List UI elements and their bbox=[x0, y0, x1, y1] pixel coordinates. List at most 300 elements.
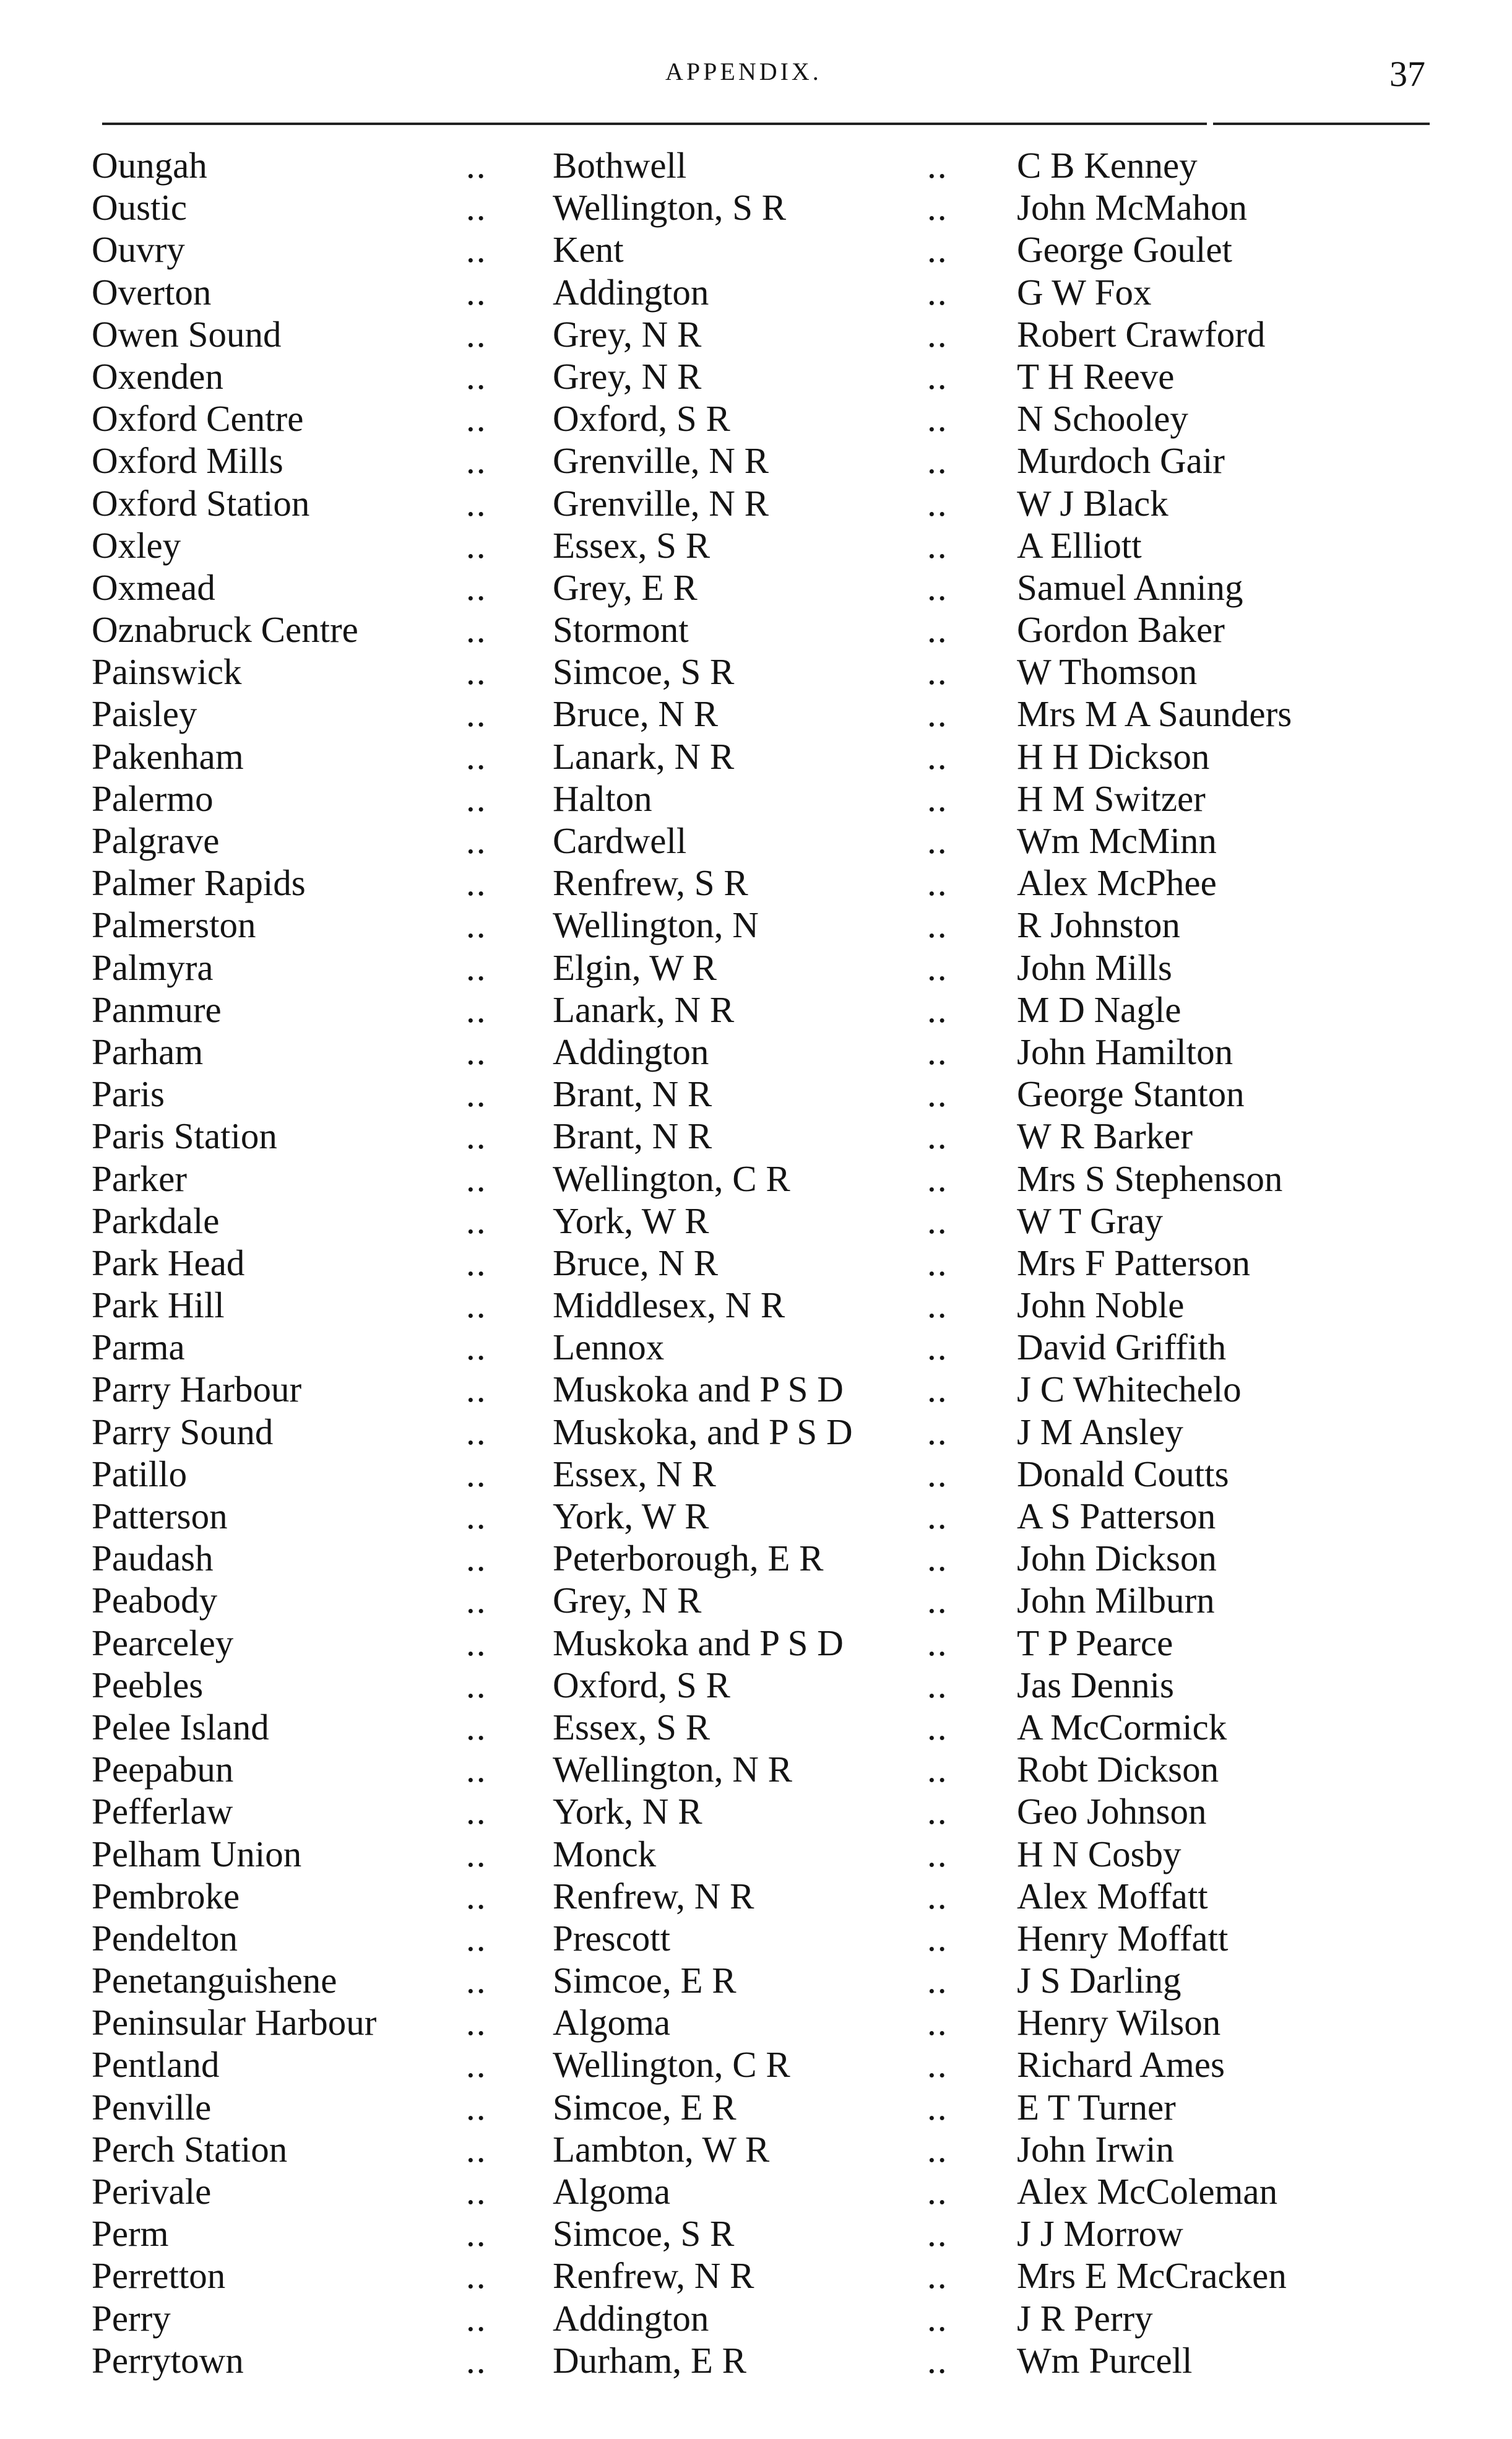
list-item bbox=[0, 2001, 1512, 2043]
list-item bbox=[0, 1453, 1512, 1495]
leader-dots: .. bbox=[466, 1284, 487, 1326]
leader-dots: .. bbox=[466, 1538, 487, 1579]
leader-dots: .. bbox=[466, 1833, 487, 1874]
leader-dots: .. bbox=[466, 1242, 487, 1283]
leader-dots: .. bbox=[927, 1917, 948, 1959]
place-name: Parry Harbour bbox=[92, 1369, 302, 1410]
electoral-district: Bruce, N R bbox=[553, 1242, 719, 1283]
electoral-district: Grey, E R bbox=[553, 566, 698, 608]
place-name: Parker bbox=[92, 1158, 187, 1199]
place-name: Overton bbox=[92, 271, 212, 313]
postmaster-name: R Johnston bbox=[1017, 904, 1180, 946]
leader-dots: .. bbox=[927, 989, 948, 1030]
page-header bbox=[0, 0, 1512, 124]
place-name: Pembroke bbox=[92, 1875, 240, 1917]
leader-dots: .. bbox=[466, 2255, 487, 2297]
postmaster-name: George Stanton bbox=[1017, 1073, 1245, 1115]
electoral-district: York, W R bbox=[553, 1496, 709, 1536]
postmaster-name: Robt Dickson bbox=[1017, 1749, 1219, 1790]
list-item bbox=[0, 651, 1512, 693]
leader-dots: .. bbox=[466, 1706, 487, 1748]
leader-dots: .. bbox=[927, 1073, 948, 1115]
place-name: Owen Sound bbox=[92, 313, 282, 355]
place-name: Panmure bbox=[92, 989, 222, 1030]
leader-dots: .. bbox=[466, 651, 487, 693]
place-name: Pakenham bbox=[92, 735, 244, 777]
list-item bbox=[0, 1833, 1512, 1875]
leader-dots: .. bbox=[927, 1749, 948, 1790]
place-name: Perry bbox=[92, 2297, 171, 2339]
postmaster-name: John Noble bbox=[1017, 1284, 1185, 1326]
leader-dots: .. bbox=[927, 820, 948, 861]
leader-dots: .. bbox=[466, 1960, 487, 2001]
place-name: Patterson bbox=[92, 1496, 228, 1536]
leader-dots: .. bbox=[466, 693, 487, 735]
leader-dots: .. bbox=[927, 1622, 948, 1663]
postmaster-name: Jas Dennis bbox=[1017, 1664, 1175, 1705]
leader-dots: .. bbox=[466, 2044, 487, 2086]
header-rule-gap bbox=[1207, 121, 1213, 127]
electoral-district: Cardwell bbox=[553, 820, 687, 861]
electoral-district: Addington bbox=[553, 271, 709, 313]
list-item bbox=[0, 313, 1512, 355]
electoral-district: Peterborough, E R bbox=[553, 1538, 824, 1579]
list-item bbox=[0, 820, 1512, 862]
leader-dots: .. bbox=[466, 1791, 487, 1832]
leader-dots: .. bbox=[466, 1496, 487, 1536]
postmaster-name: John Irwin bbox=[1017, 2128, 1175, 2170]
leader-dots: .. bbox=[466, 1200, 487, 1241]
leader-dots: .. bbox=[927, 2044, 948, 2086]
list-item bbox=[0, 1790, 1512, 1832]
place-name: Parham bbox=[92, 1031, 204, 1072]
place-name: Pelham Union bbox=[92, 1833, 302, 1874]
place-name: Palmerston bbox=[92, 904, 256, 946]
leader-dots: .. bbox=[927, 1496, 948, 1536]
postmaster-name: M D Nagle bbox=[1017, 989, 1182, 1030]
leader-dots: .. bbox=[927, 2002, 948, 2043]
list-item bbox=[0, 1495, 1512, 1537]
list-item bbox=[0, 1073, 1512, 1115]
leader-dots: .. bbox=[927, 609, 948, 651]
leader-dots: .. bbox=[466, 145, 487, 186]
leader-dots: .. bbox=[466, 313, 487, 355]
electoral-district: Lanark, N R bbox=[553, 735, 735, 777]
electoral-district: Prescott bbox=[553, 1917, 671, 1959]
leader-dots: .. bbox=[927, 2086, 948, 2128]
leader-dots: .. bbox=[466, 2002, 487, 2043]
postmaster-name: J M Ansley bbox=[1017, 1411, 1183, 1452]
electoral-district: Grenville, N R bbox=[553, 482, 769, 524]
leader-dots: .. bbox=[927, 904, 948, 946]
list-item bbox=[0, 2170, 1512, 2212]
leader-dots: .. bbox=[466, 1664, 487, 1705]
leader-dots: .. bbox=[927, 1538, 948, 1579]
header-rule bbox=[102, 123, 1430, 125]
leader-dots: .. bbox=[466, 989, 487, 1030]
electoral-district: Essex, S R bbox=[553, 524, 711, 566]
place-name: Palmyra bbox=[92, 947, 214, 988]
electoral-district: Wellington, C R bbox=[553, 1158, 790, 1199]
place-name: Park Hill bbox=[92, 1284, 225, 1326]
place-name: Perm bbox=[92, 2213, 169, 2255]
leader-dots: .. bbox=[927, 651, 948, 693]
leader-dots: .. bbox=[927, 778, 948, 819]
place-name: Patillo bbox=[92, 1453, 188, 1494]
leader-dots: .. bbox=[927, 1833, 948, 1874]
electoral-district: Simcoe, S R bbox=[553, 2213, 735, 2255]
place-name: Park Head bbox=[92, 1242, 245, 1283]
list-item bbox=[0, 566, 1512, 609]
place-name: Oznabruck Centre bbox=[92, 609, 358, 651]
place-name: Palmer Rapids bbox=[92, 862, 306, 904]
post-office-list bbox=[0, 144, 1512, 2381]
leader-dots: .. bbox=[927, 1706, 948, 1748]
postmaster-name: Wm Purcell bbox=[1017, 2339, 1193, 2381]
postmaster-name: H H Dickson bbox=[1017, 735, 1210, 777]
electoral-district: Stormont bbox=[553, 609, 689, 651]
leader-dots: .. bbox=[927, 1200, 948, 1241]
list-item bbox=[0, 355, 1512, 397]
list-item bbox=[0, 1748, 1512, 1790]
leader-dots: .. bbox=[466, 1917, 487, 1959]
place-name: Oxenden bbox=[92, 355, 223, 397]
leader-dots: .. bbox=[927, 1242, 948, 1283]
list-item bbox=[0, 1158, 1512, 1200]
list-item bbox=[0, 440, 1512, 482]
leader-dots: .. bbox=[466, 398, 487, 440]
list-item bbox=[0, 397, 1512, 440]
electoral-district: Renfrew, N R bbox=[553, 1875, 754, 1917]
postmaster-name: Richard Ames bbox=[1017, 2044, 1225, 2086]
leader-dots: .. bbox=[466, 2339, 487, 2381]
leader-dots: .. bbox=[466, 566, 487, 608]
leader-dots: .. bbox=[466, 2086, 487, 2128]
list-item bbox=[0, 228, 1512, 271]
leader-dots: .. bbox=[466, 1031, 487, 1072]
electoral-district: Elgin, W R bbox=[553, 947, 717, 988]
place-name: Paris Station bbox=[92, 1116, 277, 1157]
electoral-district: Middlesex, N R bbox=[553, 1284, 785, 1326]
postmaster-name: G W Fox bbox=[1017, 271, 1152, 313]
electoral-district: Grey, N R bbox=[553, 313, 702, 355]
leader-dots: .. bbox=[466, 440, 487, 482]
electoral-district: Muskoka, and P S D bbox=[553, 1411, 853, 1452]
leader-dots: .. bbox=[927, 1664, 948, 1705]
postmaster-name: Wm McMinn bbox=[1017, 820, 1217, 861]
list-item bbox=[0, 1031, 1512, 1073]
leader-dots: .. bbox=[927, 735, 948, 777]
postmaster-name: Murdoch Gair bbox=[1017, 440, 1225, 482]
place-name: Peebles bbox=[92, 1664, 204, 1705]
place-name: Peninsular Harbour bbox=[92, 2002, 377, 2043]
place-name: Palgrave bbox=[92, 820, 220, 861]
leader-dots: .. bbox=[927, 2213, 948, 2255]
leader-dots: .. bbox=[466, 2128, 487, 2170]
electoral-district: Lennox bbox=[553, 1327, 665, 1368]
place-name: Oxford Mills bbox=[92, 440, 283, 482]
list-item bbox=[0, 186, 1512, 228]
leader-dots: .. bbox=[927, 862, 948, 904]
leader-dots: .. bbox=[927, 1453, 948, 1494]
place-name: Paisley bbox=[92, 693, 197, 735]
list-item bbox=[0, 1664, 1512, 1706]
place-name: Parkdale bbox=[92, 1200, 220, 1241]
postmaster-name: Robert Crawford bbox=[1017, 313, 1266, 355]
list-item bbox=[0, 1368, 1512, 1410]
postmaster-name: Henry Wilson bbox=[1017, 2002, 1221, 2043]
leader-dots: .. bbox=[927, 566, 948, 608]
postmaster-name: Mrs F Patterson bbox=[1017, 1242, 1250, 1283]
leader-dots: .. bbox=[466, 609, 487, 651]
electoral-district: Algoma bbox=[553, 2002, 671, 2043]
leader-dots: .. bbox=[927, 2255, 948, 2297]
electoral-district: Algoma bbox=[553, 2171, 671, 2212]
place-name: Pentland bbox=[92, 2044, 220, 2086]
place-name: Pefferlaw bbox=[92, 1791, 233, 1832]
leader-dots: .. bbox=[927, 1875, 948, 1917]
list-item bbox=[0, 609, 1512, 651]
electoral-district: Muskoka and P S D bbox=[553, 1622, 844, 1663]
leader-dots: .. bbox=[466, 778, 487, 819]
electoral-district: Renfrew, S R bbox=[553, 862, 748, 904]
electoral-district: Addington bbox=[553, 1031, 709, 1072]
leader-dots: .. bbox=[927, 482, 948, 524]
leader-dots: .. bbox=[466, 1158, 487, 1199]
place-name: Parma bbox=[92, 1327, 185, 1368]
place-name: Paris bbox=[92, 1073, 165, 1115]
list-item bbox=[0, 2297, 1512, 2339]
place-name: Painswick bbox=[92, 651, 242, 693]
leader-dots: .. bbox=[466, 271, 487, 313]
leader-dots: .. bbox=[927, 1580, 948, 1621]
list-item bbox=[0, 862, 1512, 904]
list-item bbox=[0, 1115, 1512, 1157]
postmaster-name: Mrs M A Saunders bbox=[1017, 693, 1292, 735]
postmaster-name: W Thomson bbox=[1017, 651, 1198, 693]
leader-dots: .. bbox=[466, 862, 487, 904]
place-name: Oxford Centre bbox=[92, 398, 304, 440]
leader-dots: .. bbox=[927, 398, 948, 440]
postmaster-name: Mrs S Stephenson bbox=[1017, 1158, 1283, 1199]
postmaster-name: Gordon Baker bbox=[1017, 609, 1225, 651]
electoral-district: Kent bbox=[553, 229, 624, 271]
leader-dots: .. bbox=[466, 1327, 487, 1368]
electoral-district: Monck bbox=[553, 1833, 657, 1874]
postmaster-name: A S Patterson bbox=[1017, 1496, 1216, 1536]
postmaster-name: John Hamilton bbox=[1017, 1031, 1233, 1072]
leader-dots: .. bbox=[466, 1580, 487, 1621]
postmaster-name: A McCormick bbox=[1017, 1706, 1227, 1748]
postmaster-name: Samuel Anning bbox=[1017, 566, 1243, 608]
place-name: Peabody bbox=[92, 1580, 218, 1621]
place-name: Palermo bbox=[92, 778, 214, 819]
leader-dots: .. bbox=[466, 1622, 487, 1663]
leader-dots: .. bbox=[927, 1031, 948, 1072]
list-item bbox=[0, 1706, 1512, 1748]
postmaster-name: David Griffith bbox=[1017, 1327, 1227, 1368]
postmaster-name: J C Whitechelo bbox=[1017, 1369, 1242, 1410]
leader-dots: .. bbox=[466, 904, 487, 946]
list-item bbox=[0, 1411, 1512, 1453]
postmaster-name: W T Gray bbox=[1017, 1200, 1163, 1241]
leader-dots: .. bbox=[466, 187, 487, 228]
place-name: Penville bbox=[92, 2086, 212, 2128]
electoral-district: Wellington, C R bbox=[553, 2044, 790, 2086]
postmaster-name: Donald Coutts bbox=[1017, 1453, 1229, 1494]
postmaster-name: E T Turner bbox=[1017, 2086, 1176, 2128]
list-item bbox=[0, 693, 1512, 735]
leader-dots: .. bbox=[466, 2297, 487, 2339]
electoral-district: Bothwell bbox=[553, 145, 687, 186]
electoral-district: Grey, N R bbox=[553, 355, 702, 397]
leader-dots: .. bbox=[927, 1960, 948, 2001]
list-item bbox=[0, 1242, 1512, 1284]
postmaster-name: Henry Moffatt bbox=[1017, 1917, 1229, 1959]
list-item bbox=[0, 524, 1512, 566]
leader-dots: .. bbox=[927, 145, 948, 186]
list-item bbox=[0, 1537, 1512, 1579]
leader-dots: .. bbox=[927, 1791, 948, 1832]
electoral-district: Oxford, S R bbox=[553, 398, 730, 440]
leader-dots: .. bbox=[466, 1453, 487, 1494]
list-item bbox=[0, 2128, 1512, 2170]
leader-dots: .. bbox=[466, 947, 487, 988]
page-number: 37 bbox=[1389, 54, 1425, 94]
list-item bbox=[0, 1284, 1512, 1326]
leader-dots: .. bbox=[927, 1158, 948, 1199]
place-name: Oxmead bbox=[92, 566, 215, 608]
leader-dots: .. bbox=[927, 271, 948, 313]
place-name: Perretton bbox=[92, 2255, 226, 2297]
list-item bbox=[0, 1579, 1512, 1621]
leader-dots: .. bbox=[927, 1369, 948, 1410]
leader-dots: .. bbox=[466, 1116, 487, 1157]
leader-dots: .. bbox=[466, 2171, 487, 2212]
electoral-district: Essex, N R bbox=[553, 1453, 716, 1494]
place-name: Perch Station bbox=[92, 2128, 288, 2170]
list-item bbox=[0, 989, 1512, 1031]
place-name: Peepabun bbox=[92, 1749, 234, 1790]
place-name: Pelee Island bbox=[92, 1706, 269, 1748]
place-name: Perivale bbox=[92, 2171, 212, 2212]
list-item bbox=[0, 271, 1512, 313]
electoral-district: Wellington, N R bbox=[553, 1749, 792, 1790]
leader-dots: .. bbox=[927, 524, 948, 566]
postmaster-name: W J Black bbox=[1017, 482, 1169, 524]
list-item bbox=[0, 144, 1512, 186]
leader-dots: .. bbox=[927, 2297, 948, 2339]
electoral-district: Grenville, N R bbox=[553, 440, 769, 482]
list-item bbox=[0, 904, 1512, 946]
leader-dots: .. bbox=[927, 313, 948, 355]
place-name: Parry Sound bbox=[92, 1411, 274, 1452]
electoral-district: Brant, N R bbox=[553, 1116, 712, 1157]
leader-dots: .. bbox=[927, 229, 948, 271]
leader-dots: .. bbox=[927, 2128, 948, 2170]
leader-dots: .. bbox=[927, 947, 948, 988]
postmaster-name: Alex McPhee bbox=[1017, 862, 1217, 904]
electoral-district: Renfrew, N R bbox=[553, 2255, 754, 2297]
postmaster-name: J S Darling bbox=[1017, 1960, 1182, 2001]
postmaster-name: Alex McColeman bbox=[1017, 2171, 1278, 2212]
electoral-district: Lanark, N R bbox=[553, 989, 735, 1030]
list-item bbox=[0, 2255, 1512, 2297]
electoral-district: York, N R bbox=[553, 1791, 702, 1832]
leader-dots: .. bbox=[927, 693, 948, 735]
leader-dots: .. bbox=[466, 2213, 487, 2255]
electoral-district: York, W R bbox=[553, 1200, 709, 1241]
leader-dots: .. bbox=[927, 1284, 948, 1326]
place-name: Pearceley bbox=[92, 1622, 234, 1663]
electoral-district: Simcoe, E R bbox=[553, 2086, 737, 2128]
leader-dots: .. bbox=[466, 1875, 487, 1917]
electoral-district: Halton bbox=[553, 778, 652, 819]
postmaster-name: H N Cosby bbox=[1017, 1833, 1182, 1874]
postmaster-name: T P Pearce bbox=[1017, 1622, 1173, 1663]
postmaster-name: H M Switzer bbox=[1017, 778, 1206, 819]
place-name: Oustic bbox=[92, 187, 188, 228]
leader-dots: .. bbox=[927, 355, 948, 397]
running-head: APPENDIX. bbox=[665, 58, 822, 85]
list-item bbox=[0, 2212, 1512, 2255]
place-name: Penetanguishene bbox=[92, 1960, 337, 2001]
electoral-district: Muskoka and P S D bbox=[553, 1369, 844, 1410]
list-item bbox=[0, 1200, 1512, 1242]
leader-dots: .. bbox=[927, 2339, 948, 2381]
postmaster-name: J J Morrow bbox=[1017, 2213, 1183, 2255]
electoral-district: Bruce, N R bbox=[553, 693, 719, 735]
electoral-district: Wellington, S R bbox=[553, 187, 787, 228]
leader-dots: .. bbox=[927, 440, 948, 482]
leader-dots: .. bbox=[927, 2171, 948, 2212]
postmaster-name: John Milburn bbox=[1017, 1580, 1215, 1621]
place-name: Ouvry bbox=[92, 229, 185, 271]
postmaster-name: Alex Moffatt bbox=[1017, 1875, 1208, 1917]
list-item bbox=[0, 778, 1512, 820]
list-item bbox=[0, 2043, 1512, 2086]
postmaster-name: Geo Johnson bbox=[1017, 1791, 1207, 1832]
electoral-district: Oxford, S R bbox=[553, 1664, 730, 1705]
place-name: Perrytown bbox=[92, 2339, 244, 2381]
list-item bbox=[0, 735, 1512, 778]
leader-dots: .. bbox=[466, 1369, 487, 1410]
list-item bbox=[0, 947, 1512, 989]
leader-dots: .. bbox=[927, 187, 948, 228]
leader-dots: .. bbox=[466, 1073, 487, 1115]
postmaster-name: John Mills bbox=[1017, 947, 1172, 988]
postmaster-name: J R Perry bbox=[1017, 2297, 1153, 2339]
list-item bbox=[0, 1959, 1512, 2001]
leader-dots: .. bbox=[927, 1327, 948, 1368]
electoral-district: Simcoe, E R bbox=[553, 1960, 737, 2001]
leader-dots: .. bbox=[466, 524, 487, 566]
leader-dots: .. bbox=[927, 1116, 948, 1157]
postmaster-name: W R Barker bbox=[1017, 1116, 1193, 1157]
postmaster-name: John Dickson bbox=[1017, 1538, 1217, 1579]
electoral-district: Wellington, N bbox=[553, 904, 759, 946]
electoral-district: Addington bbox=[553, 2297, 709, 2339]
postmaster-name: N Schooley bbox=[1017, 398, 1188, 440]
postmaster-name: John McMahon bbox=[1017, 187, 1248, 228]
electoral-district: Brant, N R bbox=[553, 1073, 712, 1115]
place-name: Paudash bbox=[92, 1538, 214, 1579]
electoral-district: Essex, S R bbox=[553, 1706, 711, 1748]
place-name: Oxley bbox=[92, 524, 181, 566]
leader-dots: .. bbox=[466, 820, 487, 861]
list-item bbox=[0, 2086, 1512, 2128]
electoral-district: Durham, E R bbox=[553, 2339, 746, 2381]
